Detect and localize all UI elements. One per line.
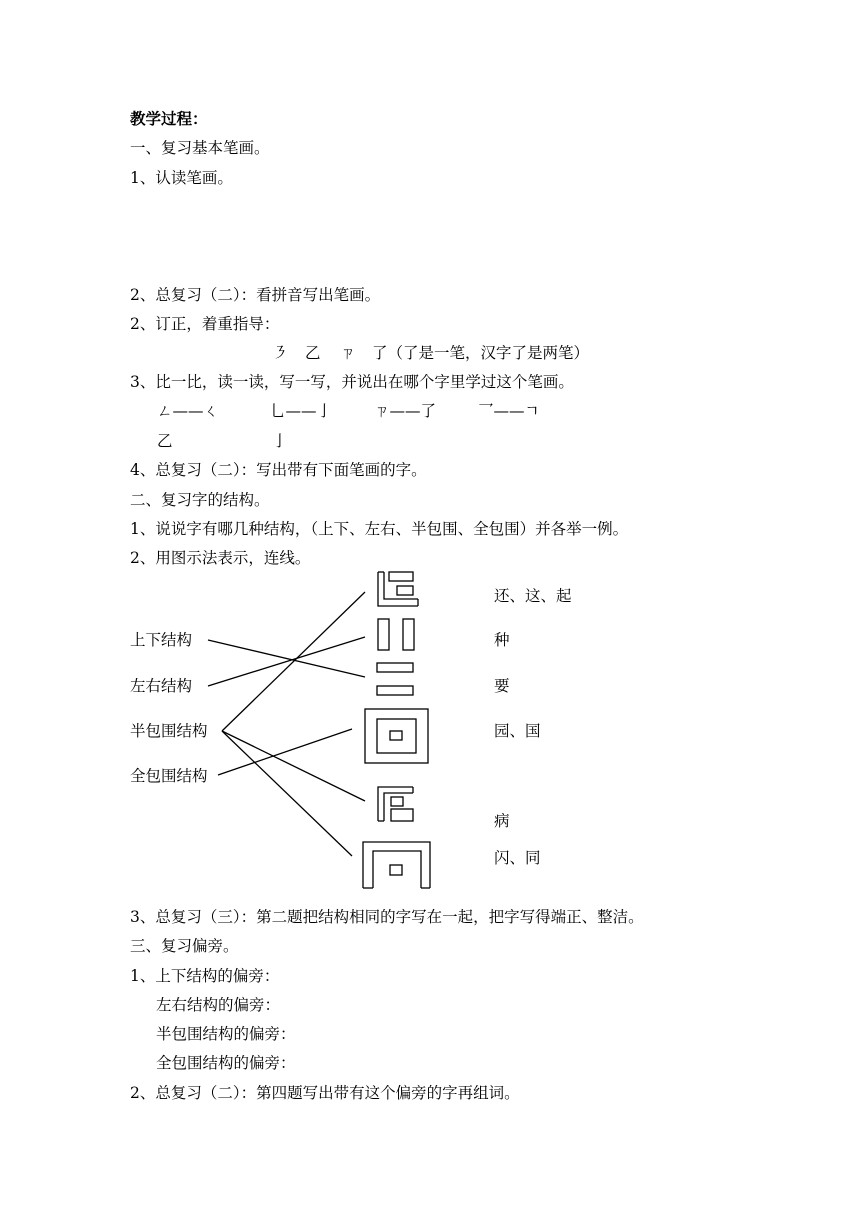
stroke-4-note: 了（了是一笔，汉字了是两笔） [372,344,590,362]
half-enclosure-icon [378,572,418,606]
label-half-enclosure: 半包围结构 [130,722,208,740]
compare-2: 乚——亅 [270,402,333,420]
section-1-item-2: 2、总复习（二）：看拼音写出笔画。 [130,286,381,304]
line-half-3 [222,731,352,856]
section-1-item-1: 1、认读笔画。 [130,169,233,187]
section-3-item-1: 1、上下结构的偏旁： [130,967,280,985]
chars-full: 园、国 [494,722,541,740]
top-enclosure-icon [363,842,430,888]
full-enclosure-icon [365,709,428,763]
label-full-enclosure: 全包围结构 [130,767,208,785]
section-2-title: 二、复习字的结构。 [130,491,270,509]
section-3-title: 三、复习偏旁。 [130,937,239,955]
stroke-2: 乙 [305,344,321,362]
page-heading: 教学过程： [130,110,208,128]
chars-half-2: 病 [494,812,510,830]
stroke-1: ㇋ [272,344,288,362]
compare-4: 乛——ㄱ [478,402,540,420]
upper-left-enclosure-icon [378,787,413,821]
chars-left-right: 种 [494,631,510,649]
left-right-structure-icon [378,619,414,650]
chars-top-bottom: 要 [494,677,510,695]
compare-6: 亅 [272,432,288,450]
section-2-item-1: 1、说说字有哪几种结构，（上下、左右、半包围、全包围）并各举一例。 [130,520,629,538]
top-bottom-structure-icon [377,663,413,695]
chars-half-3: 闪、同 [494,849,541,867]
label-left-right: 左右结构 [130,677,193,695]
section-3-item-2: 左右结构的偏旁： [156,996,281,1014]
line-left-right [208,637,365,686]
chars-half-1: 还、这、起 [494,587,572,605]
section-2-item-2: 2、用图示法表示，连线。 [130,549,311,567]
section-3-item-3: 半包围结构的偏旁： [156,1025,296,1043]
section-2-item-3: 3、总复习（三）：第二题把结构相同的字写在一起，把字写得端正、整洁。 [130,908,644,926]
stroke-3: ㄗ [340,344,356,362]
compare-5: 乙 [157,432,173,450]
line-half-1 [222,592,365,731]
compare-3: ㄗ——了 [374,402,437,420]
section-1-item-3: 2、订正，着重指导： [130,315,280,333]
label-top-bottom: 上下结构 [130,631,193,649]
compare-1: ㄥ——ㄑ [157,402,220,420]
section-3-item-5: 2、总复习（二）：第四题写出带有这个偏旁的字再组词。 [130,1084,520,1102]
section-1-item-5: 4、总复习（二）：写出带有下面笔画的字。 [130,461,427,479]
section-1-title: 一、复习基本笔画。 [130,139,270,157]
section-1-item-4: 3、比一比，读一读，写一写，并说出在哪个字里学过这个笔画。 [130,373,574,391]
line-top-bottom [208,640,365,677]
line-full [218,729,352,775]
section-3-item-4: 全包围结构的偏旁： [156,1054,296,1072]
